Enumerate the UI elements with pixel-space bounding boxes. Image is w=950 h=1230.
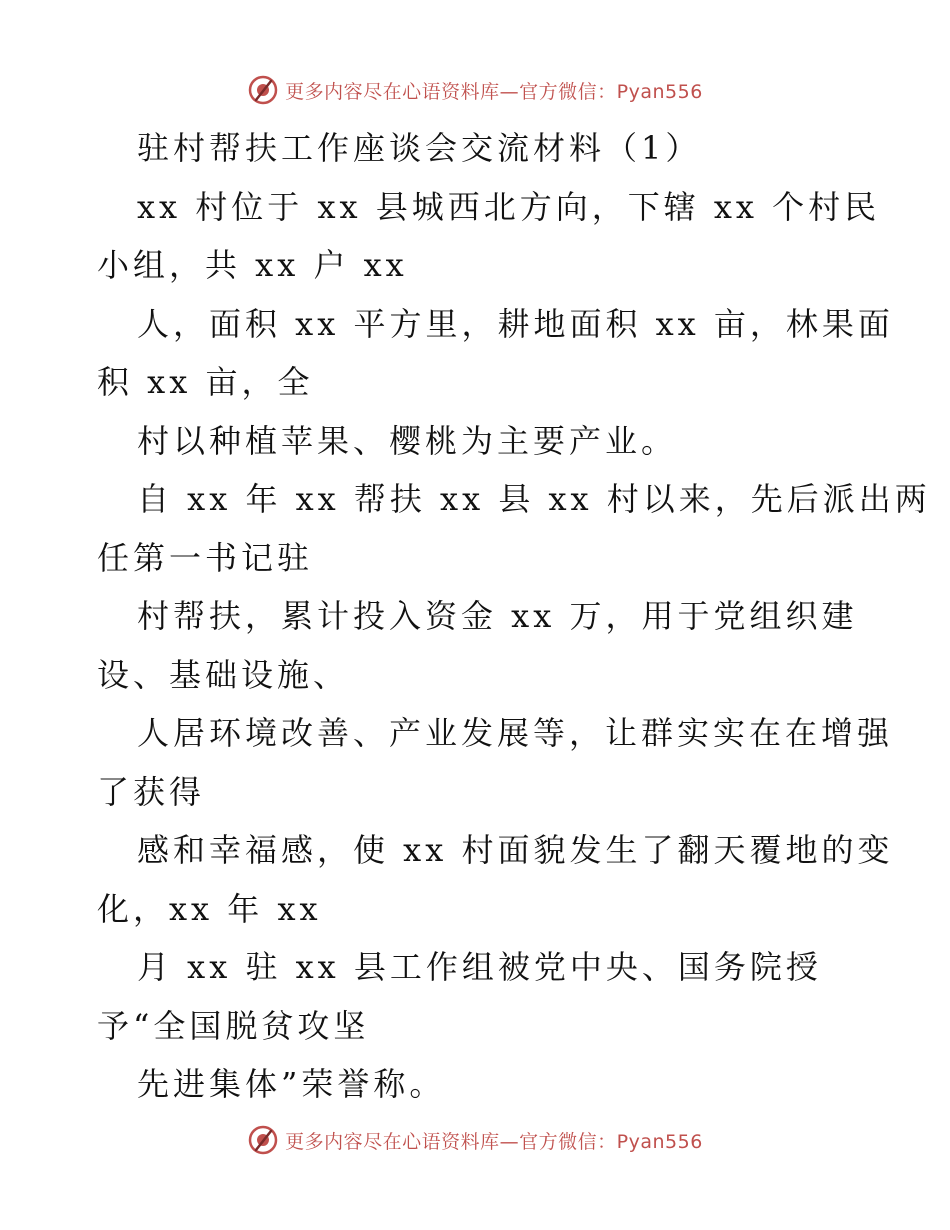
- paragraph-line: 予“全国脱贫攻坚: [97, 1007, 370, 1045]
- watermark-text: 更多内容尽在心语资料库—官方微信：Pyan556: [285, 80, 703, 103]
- watermark-text: 更多内容尽在心语资料库—官方微信：Pyan556: [285, 1130, 703, 1153]
- paragraph-line: 先进集体”荣誉称。: [137, 1065, 446, 1103]
- paragraph-line: 人居环境改善、产业发展等，让群实实在在增强: [137, 714, 894, 752]
- paragraph-line: 任第一书记驻: [97, 539, 314, 577]
- paragraph-line: 人，面积 xx 平方里，耕地面积 xx 亩，林果面: [137, 305, 894, 343]
- paragraph-line: 自 xx 年 xx 帮扶 xx 县 xx 村以来，先后派出两: [137, 480, 931, 518]
- paragraph-line: 村帮扶，累计投入资金 xx 万，用于党组织建: [137, 597, 858, 635]
- watermark-header: [0, 70, 950, 110]
- paragraph-line: xx 村位于 xx 县城西北方向，下辖 xx 个村民: [137, 188, 881, 226]
- paragraph-line: 村以种植苹果、樱桃为主要产业。: [137, 422, 678, 460]
- paragraph-line: 感和幸福感，使 xx 村面貌发生了翻天覆地的变: [137, 831, 894, 869]
- document-title: 驻村帮扶工作座谈会交流材料（1）: [137, 129, 702, 167]
- paragraph-line: 月 xx 驻 xx 县工作组被党中央、国务院授: [137, 948, 822, 986]
- logo-icon: [247, 74, 279, 106]
- paragraph-line: 设、基础设施、: [97, 656, 350, 694]
- paragraph-line: 了获得: [97, 773, 206, 811]
- watermark-footer: [0, 1120, 950, 1160]
- paragraph-line: 积 xx 亩，全: [97, 363, 314, 401]
- paragraph-line: 化，xx 年 xx: [97, 890, 322, 928]
- paragraph-line: 小组，共 xx 户 xx: [97, 246, 408, 284]
- logo-icon: [247, 1124, 279, 1156]
